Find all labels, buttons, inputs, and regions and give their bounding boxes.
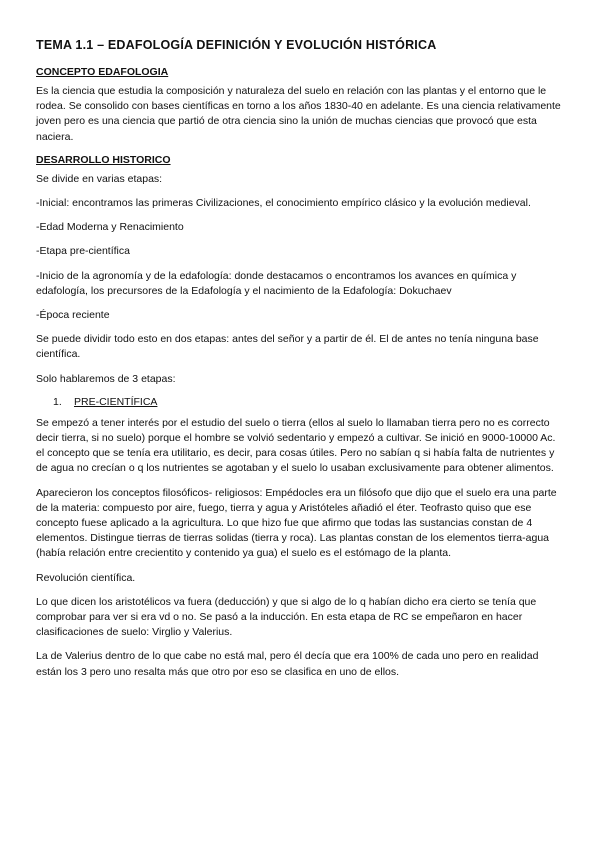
etapa-item: -Inicio de la agronomía y de la edafología: donde destacamos o encontramos los avances en química y edafología, los precursores de la Edafología y el nacimiento de la Edafología: Dokuchaev xyxy=(36,269,517,297)
etapa-item: -Inicial: encontramos las primeras Civilizaciones, el conocimiento empírico clásico y la evolución medieval. xyxy=(36,197,531,210)
hablaremos-paragraph: Solo hablaremos de 3 etapas: xyxy=(36,372,176,385)
etapa-item: -Etapa pre-científica xyxy=(36,245,130,258)
precientifica-paragraph-2: Aparecieron los conceptos filosóficos- religiosos: Empédocles era un filósofo que dijo que el suelo era una parte de la materia: compuesto por aire, fuego, tierra y agua y Aristóteles añadió el éter. Teofrasto quiso que ese concepto fuese aplicado a la agricultura. Lo que hizo fue que afirmo que todas las sustancias constan de 4 elementos. Distingue tierras de tierras solidas (tierra y roca). Las plantas constan de los elementos tierra-agua (había relación entre crecientito y contenido ya gua) el suelo es el estómago de la planta. xyxy=(36,486,557,560)
section-heading-desarrollo: DESARROLLO HISTORICO xyxy=(36,153,171,166)
revolucion-paragraph-1: Lo que dicen los aristotélicos va fuera (deducción) y que si algo de lo q habían dicho era cierto se tenía que comprobar para ver si era vd o no. Se pasó a la inducción. En esta etapa de RC se empeñaron en hacer clasificaciones de suelo: Virglio y Valerius. xyxy=(36,595,537,639)
section-heading-concepto: CONCEPTO EDAFOLOGIA xyxy=(36,66,169,78)
list-number: 1. xyxy=(53,395,62,408)
division-paragraph: Se puede dividir todo esto en dos etapas: antes del señor y a partir de él. El de antes no tenía ninguna base científica. xyxy=(36,333,539,361)
concepto-paragraph: Es la ciencia que estudia la composición y naturaleza del suelo en relación con las plantas y el entorno que le rodea. Se consolido con bases científicas en torno a los años 1830-40 en adelante. Es una ciencia relativamente joven pero es una ciencia que partió de otra ciencia sino la unión de muchas ciencias que provocó que esta naciera. xyxy=(36,85,561,143)
etapa-item: -Edad Moderna y Renacimiento xyxy=(36,221,184,234)
revolucion-heading: Revolución científica. xyxy=(36,571,136,584)
precientifica-paragraph-1: Se empezó a tener interés por el estudio del suelo o tierra (ellos al suelo lo llamaban tierra pero no es correcto decir tierra, si no suelo) porque el hombre se volvió sedentario y empezó a cultivar. Se inició en 9000-10000 Ac. el concepto que se tenía era utilitario, es decir, para cosas útiles. Pero no sabían q si había falta de nutrientes y de agua no crecían o q los nutrientes se agotaban y el suelo lo usaban exclusivamente para obtener alimentos. xyxy=(36,416,556,475)
list-label: PRE-CIENTÍFICA xyxy=(74,395,158,408)
etapa-item: -Época reciente xyxy=(36,309,110,322)
document-title: TEMA 1.1 – EDAFOLOGÍA DEFINICIÓN Y EVOLUCIÓN HISTÓRICA xyxy=(36,38,437,52)
revolucion-paragraph-2: La de Valerius dentro de lo que cabe no está mal, pero él decía que era 100% de cada uno pero en realidad están los 3 pero uno resalta más que otro por eso se clasifica en uno de ellos. xyxy=(36,650,539,678)
numbered-heading-precientifica xyxy=(36,396,564,408)
desarrollo-intro: Se divide en varias etapas: xyxy=(36,172,163,185)
